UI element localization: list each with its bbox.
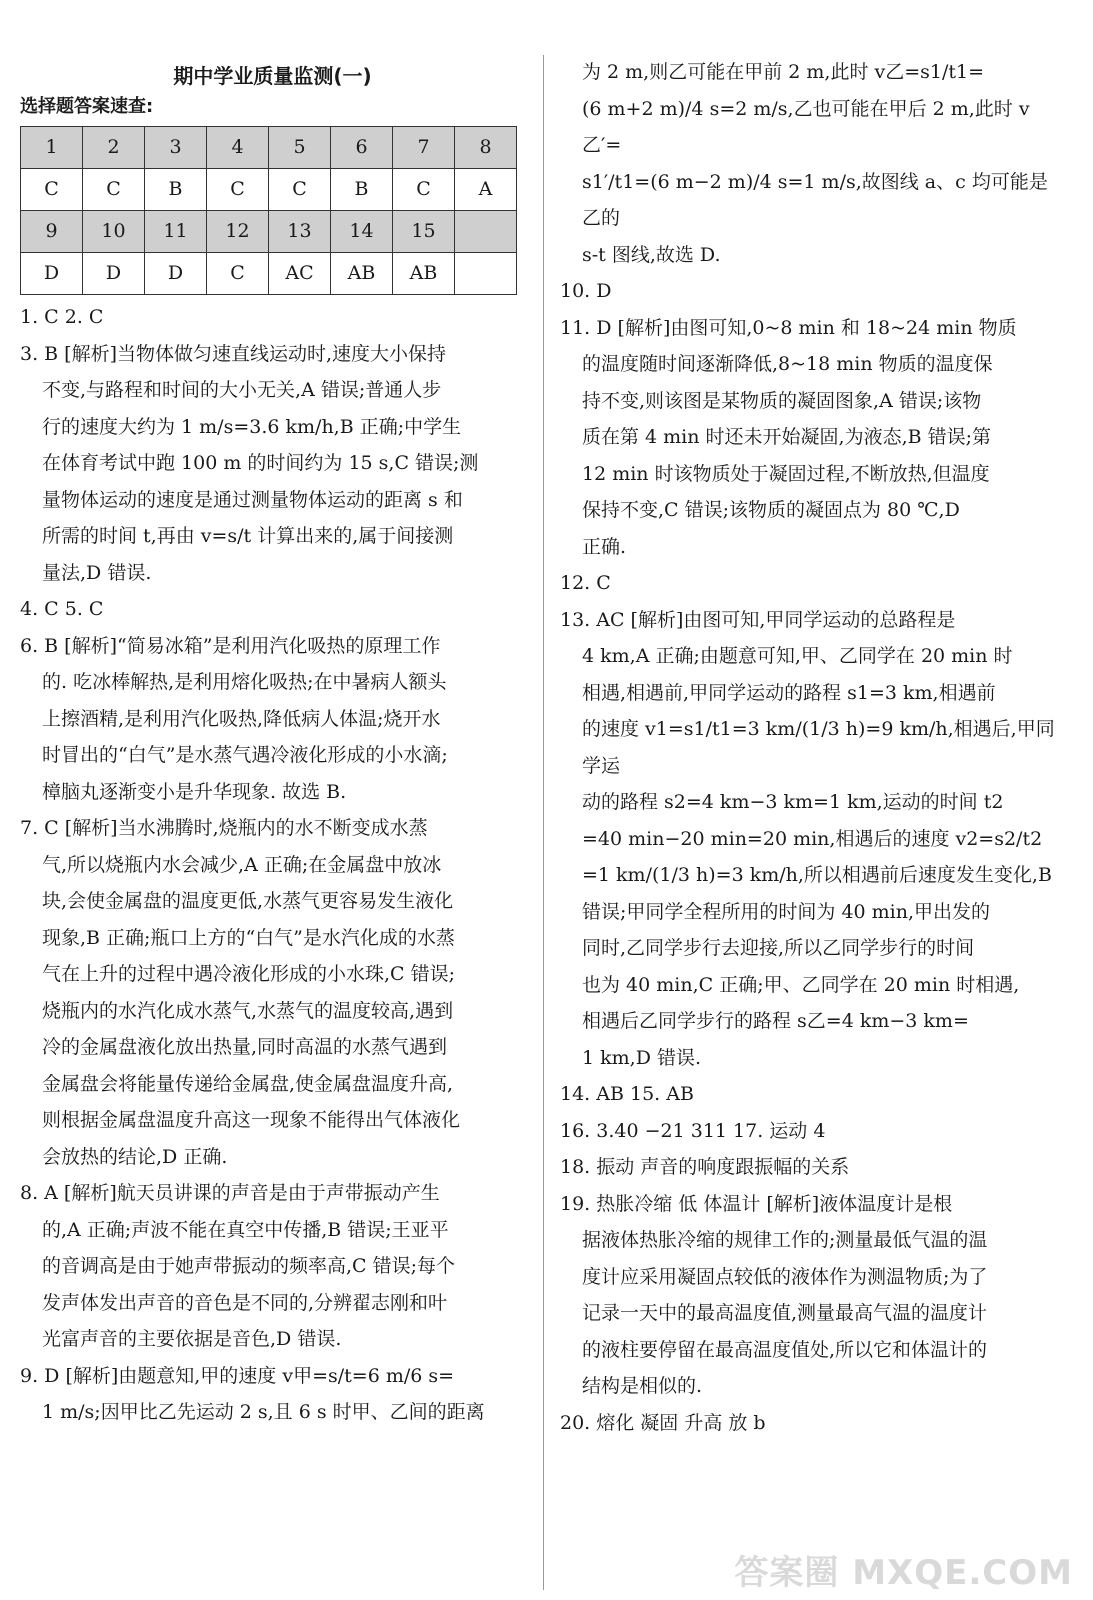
question-number: [455, 211, 517, 253]
answer-line: 同时,乙同学步行去迎接,所以乙同学步行的时间: [582, 937, 975, 959]
answer-cell: C: [269, 169, 331, 211]
answer-line: 19. 热胀冷缩 低 体温计 [解析]液体温度计是根: [560, 1192, 953, 1215]
answer-cell: A: [455, 169, 517, 211]
answer-line: 持不变,则该图是某物质的凝固图象,A 错误;该物: [582, 389, 982, 412]
question-number: 12: [207, 211, 269, 253]
answer-line: 所需的时间 t,再由 v=s/t 计算出来的,属于间接测: [42, 525, 454, 547]
answer-cell: C: [83, 169, 145, 211]
answer-cell: D: [145, 253, 207, 295]
question-number: 14: [331, 211, 393, 253]
answer-line: 时冒出的“白气”是水蒸气遇冷液化形成的小水滴;: [42, 744, 448, 766]
answer-line: 质在第 4 min 时还未开始凝固,为液态,B 错误;第: [582, 426, 992, 448]
answer-line: 4 km,A 正确;由题意可知,甲、乙同学在 20 min 时: [582, 645, 1013, 667]
answer-line: 冷的金属盘液化放出热量,同时高温的水蒸气遇到: [42, 1036, 448, 1058]
answer-table: [20, 126, 517, 295]
right-column: [560, 0, 1065, 1441]
answer-line: 块,会使金属盘的温度更低,水蒸气更容易发生液化: [42, 890, 454, 912]
answer-line: s1′/t1=(6 m−2 m)/4 s=1 m/s,故图线 a、c 均可能是乙的: [582, 170, 1048, 229]
answer-line: 13. AC [解析]由图可知,甲同学运动的总路程是: [560, 608, 956, 631]
answer-cell: [455, 253, 517, 295]
answer-line: 行的速度大约为 1 m/s=3.6 km/h,B 正确;中学生: [42, 415, 462, 438]
answer-line: 则根据金属盘温度升高这一现象不能得出气体液化: [42, 1109, 461, 1131]
answer-cell: C: [207, 253, 269, 295]
answer-line: 会放热的结论,D 正确.: [42, 1145, 228, 1168]
watermark: 答案圈 MXQE.COM: [734, 1553, 1073, 1593]
left-column: [20, 0, 525, 1431]
answer-line: 3. B [解析]当物体做匀速直线运动时,速度大小保持: [20, 342, 447, 365]
page-title: 期中学业质量监测(一): [173, 64, 372, 88]
question-number: 2: [83, 127, 145, 169]
answer-cell: B: [145, 169, 207, 211]
right-answer-text: [560, 54, 1065, 1441]
question-number: 11: [145, 211, 207, 253]
answer-line: 度计应采用凝固点较低的液体作为测温物质;为了: [582, 1265, 988, 1288]
answer-line: 14. AB 15. AB: [560, 1083, 694, 1105]
answer-line: =1 km/(1/3 h)=3 km/h,所以相遇前后速度发生变化,B: [582, 864, 1052, 886]
answer-line: 在体育考试中跑 100 m 的时间约为 15 s,C 错误;测: [42, 452, 479, 474]
question-number: 13: [269, 211, 331, 253]
answer-line: 为 2 m,则乙可能在甲前 2 m,此时 v乙=s1/t1=: [582, 61, 985, 83]
left-answer-text: [20, 299, 525, 1431]
question-number: 6: [331, 127, 393, 169]
answer-line: 樟脑丸逐渐变小是升华现象. 故选 B.: [42, 780, 347, 803]
answer-line: 12. C: [560, 572, 611, 594]
answer-line: 金属盘会将能量传递给金属盘,使金属盘温度升高,: [42, 1072, 454, 1095]
answer-cell: C: [207, 169, 269, 211]
answer-line: 4. C 5. C: [20, 598, 104, 620]
answer-line: (6 m+2 m)/4 s=2 m/s,乙也可能在甲后 2 m,此时 v乙′=: [582, 97, 1030, 156]
right-top-spacer: [560, 0, 1065, 54]
answer-cell: B: [331, 169, 393, 211]
question-number: 15: [393, 211, 455, 253]
answer-line: 的,A 正确;声波不能在真空中传播,B 错误;王亚平: [42, 1218, 449, 1241]
answer-line: 相遇后乙同学步行的路程 s乙=4 km−3 km=: [582, 1010, 969, 1032]
question-number: 8: [455, 127, 517, 169]
answer-line: 保持不变,C 错误;该物质的凝固点为 80 ℃,D: [582, 499, 960, 521]
answer-line: 1. C 2. C: [20, 306, 104, 328]
answer-line: 的速度 v1=s1/t1=3 km/(1/3 h)=9 km/h,相遇后,甲同学运: [582, 718, 1055, 777]
answer-line: 光富声音的主要依据是音色,D 错误.: [42, 1328, 342, 1350]
answer-table-row: [21, 127, 517, 169]
answer-line: 错误;甲同学全程所用的时间为 40 min,甲出发的: [582, 900, 991, 923]
answer-line: 的液柱要停留在最高温度值处,所以它和体温计的: [582, 1338, 988, 1361]
answer-line: 记录一天中的最高温度值,测量最高气温的温度计: [582, 1302, 988, 1324]
answer-line: 1 m/s;因甲比乙先运动 2 s,且 6 s 时甲、乙间的距离: [42, 1401, 485, 1423]
answer-cell: C: [393, 169, 455, 211]
answer-line: 9. D [解析]由题意知,甲的速度 v甲=s/t=6 m/6 s=: [20, 1364, 455, 1387]
answer-line: 据液体热胀冷缩的规律工作的;测量最低气温的温: [582, 1229, 988, 1251]
column-divider: [543, 55, 544, 1590]
answer-line: 7. C [解析]当水沸腾时,烧瓶内的水不断变成水蒸: [20, 817, 428, 839]
answer-line: 12 min 时该物质处于凝固过程,不断放热,但温度: [582, 462, 990, 485]
answer-line: 8. A [解析]航天员讲课的声音是由于声带振动产生: [20, 1182, 440, 1204]
answer-line: 正确.: [582, 535, 627, 558]
question-number: 10: [83, 211, 145, 253]
question-number: 9: [21, 211, 83, 253]
answer-line: 10. D: [560, 280, 612, 302]
answer-line: 现象,B 正确;瓶口上方的“白气”是水汽化成的水蒸: [42, 926, 455, 949]
answer-line: 结构是相似的.: [582, 1375, 703, 1397]
answer-line: 气在上升的过程中遇冷液化形成的小水珠,C 错误;: [42, 963, 456, 985]
answer-line: 烧瓶内的水汽化成水蒸气,水蒸气的温度较高,遇到: [42, 999, 454, 1022]
answer-cell: C: [21, 169, 83, 211]
answer-line: 气,所以烧瓶内水会减少,A 正确;在金属盘中放冰: [42, 853, 442, 876]
question-number: 5: [269, 127, 331, 169]
answer-line: s-t 图线,故选 D.: [582, 243, 721, 266]
answer-line: 6. B [解析]“简易冰箱”是利用汽化吸热的原理工作: [20, 634, 441, 657]
answer-line: 动的路程 s2=4 km−3 km=1 km,运动的时间 t2: [582, 791, 1004, 813]
answer-quicklook-label: 选择题答案速查:: [20, 96, 154, 117]
answer-cell: AB: [393, 253, 455, 295]
answer-line: 11. D [解析]由图可知,0~8 min 和 18~24 min 物质: [560, 316, 1017, 339]
answer-line: 的音调高是由于她声带振动的频率高,C 错误;每个: [42, 1255, 456, 1277]
answer-line: 发声体发出声音的音色是不同的,分辨翟志刚和叶: [42, 1291, 448, 1314]
answer-table-row: [21, 211, 517, 253]
question-number: 1: [21, 127, 83, 169]
answer-line: 的. 吃冰棒解热,是利用熔化吸热;在中暑病人额头: [42, 671, 447, 693]
answer-line: 也为 40 min,C 正确;甲、乙同学在 20 min 时相遇,: [582, 973, 1020, 996]
answer-line: 的温度随时间逐渐降低,8~18 min 物质的温度保: [582, 353, 993, 375]
answer-cell: AC: [269, 253, 331, 295]
answer-line: =40 min−20 min=20 min,相遇后的速度 v2=s2/t2: [582, 827, 1043, 850]
answer-line: 20. 熔化 凝固 升高 放 b: [560, 1411, 766, 1434]
answer-line: 量物体运动的速度是通过测量物体运动的距离 s 和: [42, 488, 463, 511]
answer-line: 16. 3.40 −21 311 17. 运动 4: [560, 1119, 826, 1142]
answer-line: 上擦酒精,是利用汽化吸热,降低病人体温;烧开水: [42, 707, 441, 730]
answer-line: 相遇,相遇前,甲同学运动的路程 s1=3 km,相遇前: [582, 681, 996, 704]
answer-line: 不变,与路程和时间的大小无关,A 错误;普通人步: [42, 379, 442, 401]
answer-table-row: [21, 169, 517, 211]
question-number: 3: [145, 127, 207, 169]
answer-cell: AB: [331, 253, 393, 295]
answer-cell: D: [21, 253, 83, 295]
answer-line: 18. 振动 声音的响度跟振幅的关系: [560, 1156, 850, 1178]
question-number: 7: [393, 127, 455, 169]
question-number: 4: [207, 127, 269, 169]
answer-line: 1 km,D 错误.: [582, 1046, 702, 1069]
answer-table-row: [21, 253, 517, 295]
answer-line: 量法,D 错误.: [42, 561, 152, 584]
answer-cell: D: [83, 253, 145, 295]
